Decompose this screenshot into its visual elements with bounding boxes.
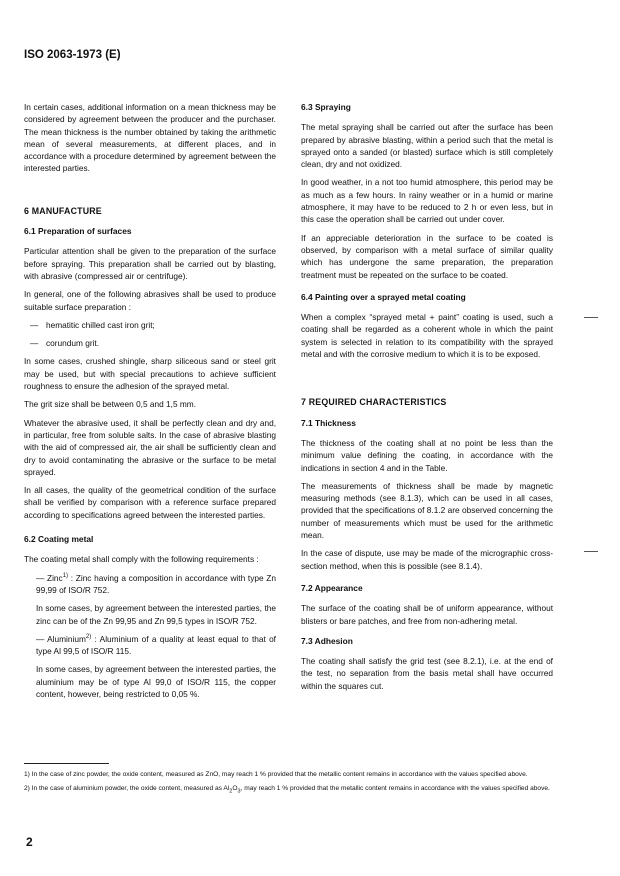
paragraph: The thickness of the coating shall at no point be less than the minimum value defining the coating, in accordance with the indications in section 4 and in the Table. — [301, 437, 553, 473]
paragraph: The metal spraying shall be carried out after the surface has been prepared by abrasive blasting, within a period such that the metal is sprayed onto a sanded (or blasted) surface which is still completely clean, dry and not oxidized. — [301, 122, 553, 170]
section-6-3-heading: 6.3 Spraying — [301, 102, 351, 112]
footnotes — [24, 770, 594, 800]
paragraph: The coating shall satisfy the grid test (see 8.2.1), i.e. at the end of the test, no separation from the basis metal shall have occurred within the squares cut. — [301, 656, 553, 691]
dash-bullet: — — [36, 572, 45, 583]
paragraph: The coating metal shall comply with the following requirements : — [24, 554, 259, 565]
paragraph: The grit size shall be between 0,5 and 1,5 mm. — [24, 399, 197, 410]
paragraph: Whatever the abrasive used, it shall be perfectly clean and dry and, in particular, free from soluble salts. In the case of abrasive blasting with the aid of compressed air, the air shall be sufficiently clean and dry to avoid contaminating the abrasive or the surface to be metal sprayed. — [24, 417, 276, 477]
section-6-heading: 6 MANUFACTURE — [24, 205, 102, 216]
aluminium-label: Aluminium — [47, 633, 86, 644]
margin-mark — [584, 317, 598, 318]
aluminium-requirement — [24, 633, 276, 658]
section-6-2-heading: 6.2 Coating metal — [24, 534, 94, 545]
right-column — [301, 101, 553, 698]
list-item-text: hematitic chilled cast iron grit; — [46, 319, 155, 330]
dash-bullet: — — [36, 633, 45, 644]
aluminium-text: : Aluminium of a quality at least equal to that of type Al 99,5 of ISO/R 115. — [36, 633, 276, 657]
subscript: 3 — [237, 788, 241, 795]
left-column — [24, 101, 276, 706]
zinc-label: Zinc — [47, 572, 63, 583]
section-6-4-heading: 6.4 Painting over a sprayed metal coating — [301, 291, 466, 302]
list-item-text: corundum grit. — [46, 338, 100, 349]
footnote-2-text: O — [232, 785, 238, 792]
footnote-2-text: 2) In the case of aluminium powder, the oxide content, measured as Al — [24, 785, 230, 792]
paragraph: In some cases, by agreement between the interested parties, the aluminium may be of type Al 99,0 of ISO/R 115, the copper content, however, being restricted to 0,05 %. — [36, 664, 276, 699]
paragraph: In the case of dispute, use may be made of the micrographic cross-section method, when this is possible (see 8.1.4). — [301, 548, 553, 571]
footnote-2-text: , may reach 1 % provided that the metallic content remains in accordance with the values specified above. — [240, 785, 550, 792]
paragraph: In some cases, crushed shingle, sharp siliceous sand or steel grit may be used, but with special precautions to achieve sufficient roughness to ensure the adhesion of the sprayed metal. — [24, 356, 276, 392]
dash-bullet: — — [30, 338, 39, 349]
footnote-divider — [24, 763, 109, 764]
paragraph: In good weather, in a not too humid atmosphere, this period may be as much as a few hours. In rainy weather or in a humid or marine atmosphere, it may have to be reduced to 2 h or even less, but in this case the operation shall be carried out under cover. — [301, 177, 553, 225]
section-7-2-heading: 7.2 Appearance — [301, 582, 363, 593]
footnote-1: 1) In the case of zinc powder, the oxide content, measured as ZnO, may reach 1 % provided that the metallic content remains in accordance with the values specified above. — [24, 771, 528, 778]
section-7-3-heading: 7.3 Adhesion — [301, 635, 353, 646]
paragraph: When a complex “sprayed metal + paint” coating is used, such a coating shall be regarded as a coherent whole in which the paint system is selected in relation to its compatibility with the sprayed metal and with the corrosive medium to which it is to be exposed. — [301, 312, 553, 360]
zinc-text: : Zinc having a composition in accordance with type Zn 99,99 of ISO/R 752. — [36, 572, 276, 595]
zinc-requirement — [24, 572, 276, 597]
paragraph: If an appreciable deterioration in the surface to be coated is observed, by comparison with a metal surface of similar quality which has undergone the same preparation, the preparation treatment must be repeated on the surface to be coated. — [301, 232, 553, 280]
subscript: 2 — [229, 788, 233, 795]
paragraph: In all cases, the quality of the geometrical condition of the surface shall be verified by comparison with a reference surface prepared according to specifications agreed between the interested parties. — [24, 485, 276, 520]
footnote-ref-2: 2) — [85, 634, 92, 641]
page-number: 2 — [26, 835, 33, 849]
paragraph: In general, one of the following abrasives shall be used to produce suitable surface preparation : — [24, 289, 276, 312]
paragraph: The surface of the coating shall be of uniform appearance, without blisters or bare patches, and free from non-adhering metal. — [301, 603, 553, 626]
intro-paragraph: In certain cases, additional information on a mean thickness may be considered by agreement between the producer and the purchaser. The mean thickness is the number obtained by taking the arithmetic mean of several measurements, at different places, and in accordance with a procedure determined by agreement between the interested parties. — [24, 102, 276, 174]
paragraph: The measurements of thickness shall be made by magnetic measuring methods (see 8.1.3), which can be used in all cases, provided that the specifications of 8.1.2 are observed concerning the number of measurements which must be used for the arithmetic mean. — [301, 480, 553, 541]
margin-mark — [584, 551, 598, 552]
list-item — [24, 319, 276, 331]
section-7-heading: 7 REQUIRED CHARACTERISTICS — [301, 397, 447, 408]
section-6-1-heading: 6.1 Preparation of surfaces — [24, 226, 132, 237]
paragraph: Particular attention shall be given to the preparation of the surface before spraying. This preparation shall be carried out by blasting, with abrasive (compressed air or centrifuge). — [24, 246, 276, 281]
dash-bullet: — — [30, 319, 39, 330]
section-7-1-heading: 7.1 Thickness — [301, 417, 356, 428]
list-item — [24, 337, 276, 349]
footnote-2 — [24, 784, 594, 796]
document-header: ISO 2063-1973 (E) — [24, 49, 121, 61]
footnote-ref-1: 1) — [62, 572, 69, 579]
paragraph: In some cases, by agreement between the interested parties, the zinc can be of the Zn 99,95 and Zn 99,5 types in ISO/R 752. — [36, 603, 276, 626]
